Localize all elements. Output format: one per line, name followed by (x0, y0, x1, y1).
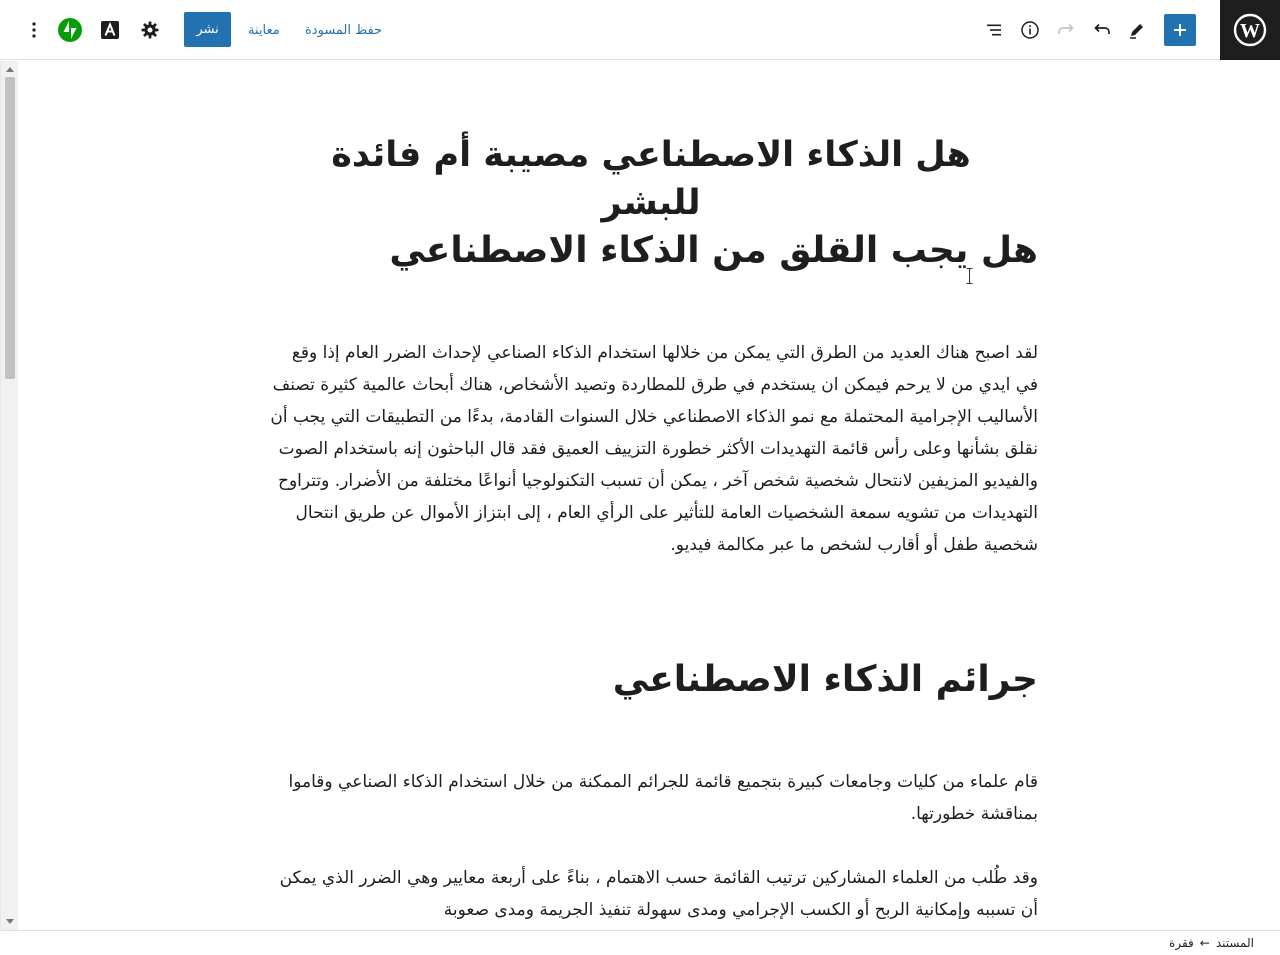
svg-text:W: W (1240, 20, 1260, 42)
wordpress-logo-button[interactable] (1220, 0, 1280, 60)
breadcrumb-current-block[interactable]: فقرة (1169, 936, 1194, 950)
details-button[interactable] (1012, 12, 1048, 48)
editor-footer (0, 930, 1280, 955)
redo-button[interactable] (1048, 12, 1084, 48)
tools-button[interactable] (1119, 12, 1155, 48)
settings-button[interactable] (132, 12, 168, 48)
typography-icon (100, 20, 120, 40)
pencil-icon (1127, 20, 1147, 40)
redo-icon (1056, 20, 1076, 40)
heading-block-1[interactable]: هل يجب القلق من الذكاء الاصطناعي (389, 230, 1038, 271)
preview-button[interactable]: معاينة (248, 22, 280, 38)
paragraph-block-2[interactable]: قام علماء من كليات وجامعات كبيرة بتجميع قائمة للجرائم الممكنة من خلال استخدام الذكاء الصناعي وقاموا بمناقشة خطورتها. (288, 772, 1038, 824)
scrollbar-thumb[interactable] (5, 77, 15, 379)
breadcrumb-separator: ← (1199, 936, 1210, 950)
paragraph-block-1[interactable]: لقد اصبح هناك العديد من الطرق التي يمكن من خلالها استخدام الذكاء الصناعي لإحداث الضرر العام إذا وقع في ايدي من لا يرحم فيمكن ان يستخدم في طرق للمطاردة وتصيد الأشخاص، هناك أبحاث عالمية كثيرة تصنف الأساليب الإجرامية المحتملة مع نمو الذكاء الاصطناعي خلال السنوات القادمة، بدءًا من التطبيقات التي يجب أن نقلق بشأنها وعلى رأس قائمة التهديدات الأكثر خطورة التزييف العميق فقد قال الباحثون إنه باستخدام الصوت والفيديو المزيفين لانتحال شخصية شخص آخر ، يمكن أن تسبب التكنولوجيا أنواعًا مختلفة من الأضرار. وتتراوح التهديدات من تشويه سمعة الشخصيات العامة للتأثير على الرأي العام ، إلى ابتزاز الأموال عن طريق انتحال شخصية طفل أو أقارب لشخص ما عبر مكالمة فيديو. (270, 343, 1038, 555)
editor-scrollbar[interactable] (0, 61, 18, 930)
more-options-icon (31, 21, 37, 39)
add-block-button[interactable] (1164, 14, 1196, 46)
editor-canvas (18, 61, 1280, 930)
typography-button[interactable] (92, 12, 128, 48)
publish-button[interactable]: نشر (184, 12, 231, 47)
scroll-up-arrow[interactable] (6, 67, 14, 72)
breadcrumb-document[interactable]: المستند (1215, 936, 1254, 950)
paragraph-block-3[interactable]: وقد طُلب من العلماء المشاركين ترتيب القائمة حسب الاهتمام ، بناءً على أربعة معايير وهي الضرر الذي يمكن أن تسببه وإمكانية الربح أو الكسب الإجرامي ومدى سهولة تنفيذ الجريمة ومدى صعوبة (279, 868, 1038, 920)
editor-toolbar (0, 0, 1280, 60)
undo-icon (1092, 20, 1112, 40)
list-view-icon (984, 20, 1004, 40)
jetpack-icon (57, 17, 83, 43)
text-cursor-icon (966, 268, 973, 284)
jetpack-button[interactable] (52, 12, 88, 48)
undo-button[interactable] (1084, 12, 1120, 48)
list-view-button[interactable] (976, 12, 1012, 48)
scroll-down-arrow[interactable] (6, 919, 14, 924)
info-icon (1020, 20, 1040, 40)
add-block-icon (1172, 22, 1188, 38)
more-options-button[interactable] (16, 12, 52, 48)
wordpress-icon (1233, 13, 1267, 47)
save-draft-button[interactable]: حفظ المسودة (305, 22, 383, 38)
block-breadcrumb (1169, 936, 1254, 950)
settings-icon (140, 20, 160, 40)
post-title[interactable]: هل الذكاء الاصطناعي مصيبة أم فائدة للبشر (331, 135, 971, 223)
heading-block-2[interactable]: جرائم الذكاء الاصطناعي (612, 659, 1038, 700)
